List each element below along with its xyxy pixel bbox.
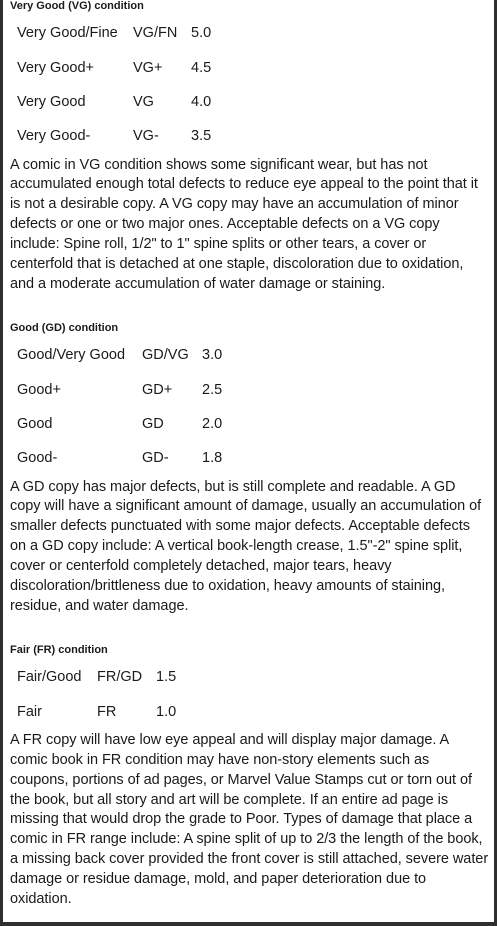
grade-name: Good+ [17, 381, 61, 398]
grade-code: GD- [142, 450, 169, 467]
grade-row [17, 16, 211, 50]
grade-table [17, 338, 222, 476]
grade-code: GD [142, 415, 164, 432]
grade-name: Very Good+ [17, 59, 94, 76]
section-description: A comic in VG condition shows some significant wear, but has not accumulated enough total defects to reduce eye appeal to the point that it is not a desirable copy. A VG copy may have an accumulation of minor defects or one or two major ones. Acceptable defects on a VG copy include: Spine roll, 1/2" to 1" spine splits or other tears, a cover or centerfold that is detached at one staple, discoloration due to oxidation, and a moderate accumulation of water damage or staining. [10, 156, 478, 292]
grade-name: Fair/Good [17, 669, 82, 686]
grade-value: 1.8 [202, 450, 223, 467]
grade-row [17, 119, 211, 153]
section-heading: Fair (FR) condition [10, 644, 108, 656]
grade-name: Fair [17, 703, 42, 720]
bottom-border [0, 922, 497, 926]
grade-table [17, 660, 176, 729]
grade-code: VG+ [133, 59, 163, 76]
grade-name: Very Good/Fine [17, 25, 118, 42]
grade-value: 4.5 [191, 59, 212, 76]
section-heading: Very Good (VG) condition [10, 0, 144, 12]
grade-row [17, 660, 176, 694]
grade-table [17, 16, 211, 154]
grade-value: 3.5 [191, 128, 212, 145]
grade-row [17, 694, 176, 728]
grade-value: 5.0 [191, 25, 212, 42]
grade-row [17, 85, 211, 119]
section-good [10, 321, 489, 617]
section-description: A FR copy will have low eye appeal and will display major damage. A comic book in FR condition may have non-story elements such as coupons, portions of ad pages, or Marvel Value Stamps cut or torn out of the book, but all story and art will be complete. If an entire ad page is missing that would drop the grade to Poor. Types of damage that place a comic in FR range include: A spine split of up to 2/3 the length of the book, a missing back cover provided the front cover is still attached, severe water damage or residue damage, mold, and paper deterioration due to oxidation. [10, 731, 489, 908]
grade-row [17, 338, 222, 372]
grade-code: FR/GD [97, 669, 143, 686]
grade-value: 4.0 [191, 93, 212, 110]
grade-name: Good- [17, 450, 58, 467]
section-heading: Good (GD) condition [10, 322, 119, 334]
grade-code: VG [133, 93, 154, 110]
grade-row [17, 372, 222, 406]
grade-value: 2.5 [202, 381, 223, 398]
grade-value: 3.0 [202, 347, 223, 364]
section-fair [10, 643, 489, 910]
grade-value: 1.5 [156, 669, 177, 686]
grade-row [17, 50, 211, 84]
section-very-good [10, 0, 489, 295]
grade-code: VG- [133, 128, 159, 145]
section-description: A GD copy has major defects, but is still complete and readable. A GD copy will have a significant amount of damage, usually an accumulation of smaller defects punctuated with some major defects. Acceptable defects on a GD copy include: A vertical book-length crease, 1.5"-2" spine split, cover or centerfold completely detached, major tears, heavy discoloration/brittleness due to oxidation, heavy amounts of staining, residue, and water damage. [10, 478, 482, 614]
grade-row [17, 441, 222, 475]
grade-name: Good/Very Good [17, 347, 126, 364]
grade-name: Very Good- [17, 128, 91, 145]
left-border [0, 0, 3, 926]
grade-code: GD/VG [142, 347, 189, 364]
grade-value: 1.0 [156, 703, 177, 720]
grade-code: FR [97, 703, 117, 720]
grade-name: Good [17, 415, 53, 432]
grade-code: VG/FN [133, 25, 178, 42]
grade-name: Very Good [17, 93, 86, 110]
grade-code: GD+ [142, 381, 173, 398]
grade-row [17, 407, 222, 441]
grade-value: 2.0 [202, 415, 223, 432]
